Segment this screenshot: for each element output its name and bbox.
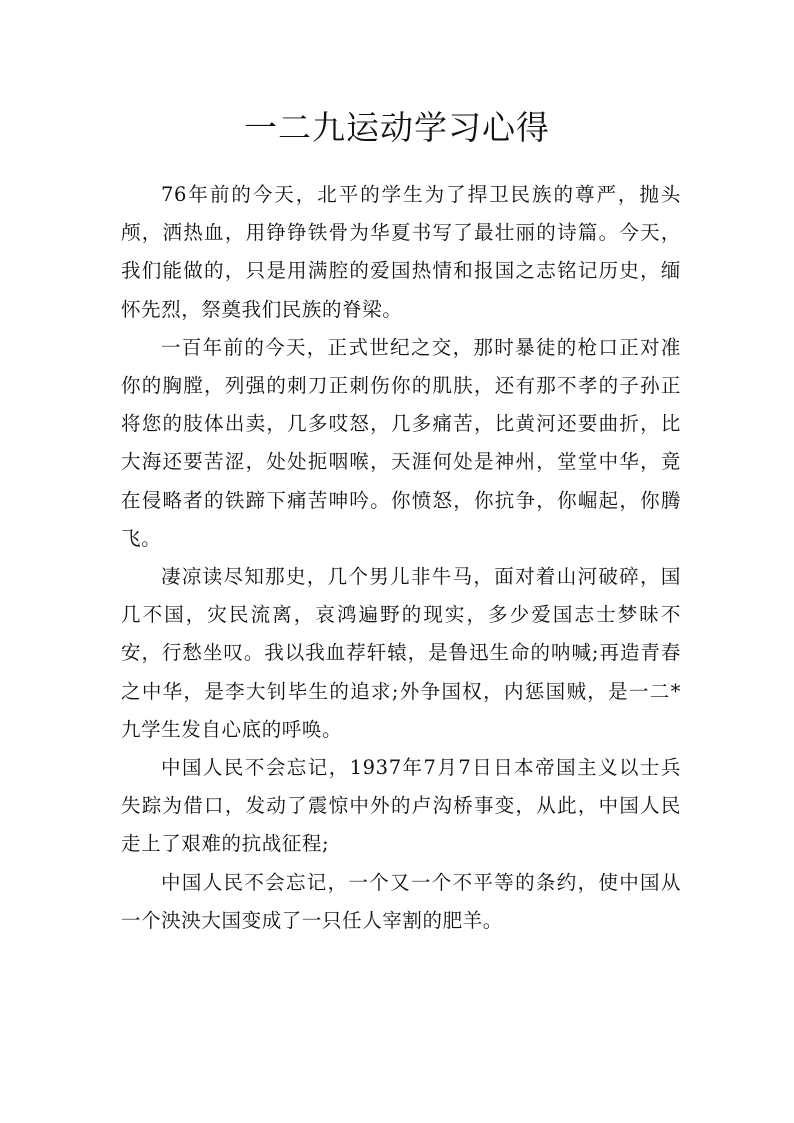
paragraph: 凄凉读尽知那史，几个男儿非牛马，面对着山河破碎，国几不国，灾民流离，哀鸿遍野的现实，多少爱国志士梦昧不安，行愁坐叹。我以我血荐轩辕，是鲁迅生命的呐喊;再造青春之中华，是李大钊毕生的追求;外争国权，内惩国贼，是一二*九学生发自心底的呼唤。 bbox=[121, 565, 681, 741]
page-title: 一二九运动学习心得 bbox=[244, 108, 550, 147]
paragraph: 中国人民不会忘记，一个又一个不平等的条约，使中国从一个泱泱大国变成了一只任人宰割的肥羊。 bbox=[121, 870, 681, 932]
paragraph: 76年前的今天，北平的学生为了捍卫民族的尊严，抛头颅，洒热血，用铮铮铁骨为华夏书写了最壮丽的诗篇。今天，我们能做的，只是用满腔的爱国热情和报国之志铭记历史，缅怀先烈，祭奠我们民族的脊梁。 bbox=[121, 183, 681, 321]
document-body bbox=[121, 176, 681, 940]
paragraph: 一百年前的今天，正式世纪之交，那时暴徒的枪口正对准你的胸膛，列强的刺刀正刺伤你的肌肤，还有那不孝的子孙正将您的肢体出卖，几多哎怒，几多痛苦，比黄河还要曲折，比大海还要苦涩，处处扼咽喉，天涯何处是神州，堂堂中华，竟在侵略者的铁蹄下痛苦呻吟。你愤怒，你抗争，你崛起，你腾飞。 bbox=[121, 335, 681, 550]
paragraph: 中国人民不会忘记，1937年7月7日日本帝国主义以士兵失踪为借口，发动了震惊中外的卢沟桥事变，从此，中国人民走上了艰难的抗战征程; bbox=[121, 756, 681, 856]
